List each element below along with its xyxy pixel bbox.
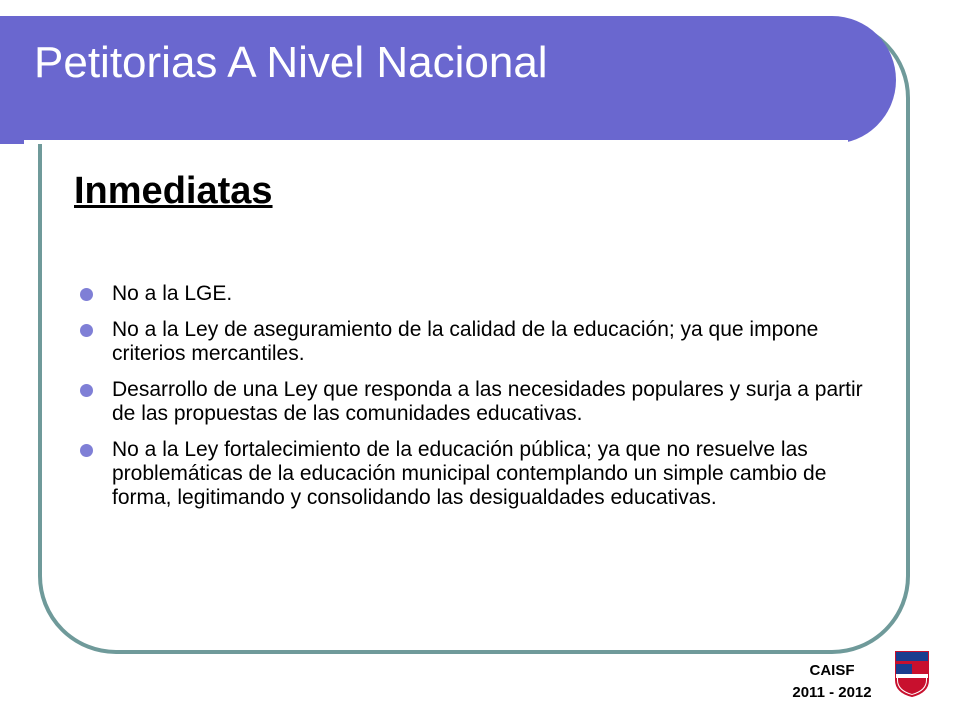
footer-org: CAISF — [809, 662, 855, 679]
list-item — [80, 378, 880, 426]
footer-label — [772, 660, 892, 704]
slide-title: Petitorias A Nivel Nacional — [34, 38, 548, 87]
maristas-logo-icon — [894, 650, 930, 698]
slide-subtitle: Inmediatas — [74, 170, 273, 212]
title-underline-rule — [24, 140, 848, 144]
bullet-text: No a la Ley de aseguramiento de la calidad de la educación; ya que impone criterios mercantiles. — [112, 318, 819, 365]
bullet-text: Desarrollo de una Ley que responda a las necesidades populares y surja a partir de las propuestas de las comunidades educativas. — [112, 378, 863, 425]
footer-years: 2011 - 2012 — [792, 684, 872, 701]
list-item — [80, 282, 880, 306]
bullet-text: No a la Ley fortalecimiento de la educación pública; ya que no resuelve las problemáticas de la educación municipal contemplando un simple cambio de forma, legitimando y consolidando las desigualdades educativas. — [112, 438, 827, 509]
bullet-text: No a la LGE. — [112, 282, 233, 305]
bullet-icon — [80, 384, 93, 397]
list-item — [80, 318, 880, 366]
bullet-icon — [80, 288, 93, 301]
list-item — [80, 438, 880, 510]
bullet-icon — [80, 324, 93, 337]
bullet-list — [80, 282, 880, 522]
bullet-icon — [80, 444, 93, 457]
